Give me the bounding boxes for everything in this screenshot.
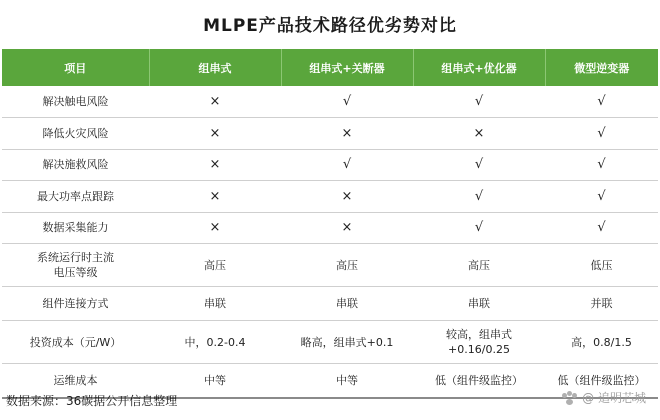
table-cell: √ (413, 86, 545, 118)
watermark (562, 389, 646, 406)
row-label: 解决施救风险 (2, 149, 149, 181)
row-label: 系统运行时主流 电压等级 (2, 244, 149, 287)
table-cell: × (281, 181, 413, 213)
table-row (2, 287, 658, 321)
table-cell: √ (413, 212, 545, 244)
table-cell: √ (413, 149, 545, 181)
paw-logo-icon (562, 391, 578, 405)
table-row (2, 244, 658, 287)
table-cell: 低（组件级监控） (413, 364, 545, 398)
table-cell: × (149, 86, 281, 118)
table-cell: × (281, 212, 413, 244)
table-cell: √ (545, 118, 658, 150)
table-row (2, 212, 658, 244)
table-cell: √ (413, 181, 545, 213)
source-note: 数据来源：36碳据公开信息整理 (6, 394, 178, 408)
header-string-inverter: 组串式 (149, 49, 281, 86)
table-cell: 高压 (149, 244, 281, 287)
header-string-with-shutdown: 组串式+关断器 (281, 49, 413, 86)
table-cell: 中，0.2-0.4 (149, 321, 281, 364)
header-item: 项目 (2, 49, 149, 86)
header-micro-inverter: 微型逆变器 (574, 61, 630, 75)
table-cell: 高，0.8/1.5 (545, 321, 658, 364)
page-title: MLPE产品技术路径优劣势对比 (203, 15, 457, 36)
table-row (2, 118, 658, 150)
table-row (2, 149, 658, 181)
table-row (2, 321, 658, 364)
row-label: 数据采集能力 (2, 212, 149, 244)
table-cell: 串联 (149, 287, 281, 321)
table-header-row (2, 49, 658, 86)
table-cell: 高压 (281, 244, 413, 287)
table-cell: × (149, 149, 281, 181)
table-cell: √ (545, 86, 658, 118)
table-row (2, 181, 658, 213)
header-string-with-optimizer: 组串式+优化器 (413, 49, 545, 86)
table-cell: 略高，组串式+0.1 (281, 321, 413, 364)
table-row (2, 86, 658, 118)
table-cell: × (149, 181, 281, 213)
table-cell: × (149, 212, 281, 244)
row-label: 降低火灾风险 (2, 118, 149, 150)
comparison-table (2, 49, 658, 399)
table-cell: 中等 (281, 364, 413, 398)
table-cell: √ (545, 149, 658, 181)
table-cell: 并联 (545, 287, 658, 321)
row-label: 投资成本（元/W） (2, 321, 149, 364)
table-cell: 中等 (149, 364, 281, 398)
row-label: 运维成本 (2, 364, 149, 398)
row-label: 最大功率点跟踪 (2, 181, 149, 213)
table-cell: √ (281, 86, 413, 118)
row-label: 组件连接方式 (2, 287, 149, 321)
table-cell: × (149, 118, 281, 150)
table-cell: √ (281, 149, 413, 181)
row-label: 解决触电风险 (2, 86, 149, 118)
table-cell: × (413, 118, 545, 150)
table-cell: × (281, 118, 413, 150)
table-cell: 低压 (545, 244, 658, 287)
watermark-text: @ 追明芯城 (582, 391, 646, 405)
table-cell: √ (545, 181, 658, 213)
table-cell: 高压 (413, 244, 545, 287)
table-cell: 低（组件级监控） (545, 364, 658, 398)
table-cell: √ (545, 212, 658, 244)
table-cell: 串联 (413, 287, 545, 321)
table-cell: 较高，组串式 +0.16/0.25 (413, 321, 545, 364)
table-cell: 串联 (281, 287, 413, 321)
